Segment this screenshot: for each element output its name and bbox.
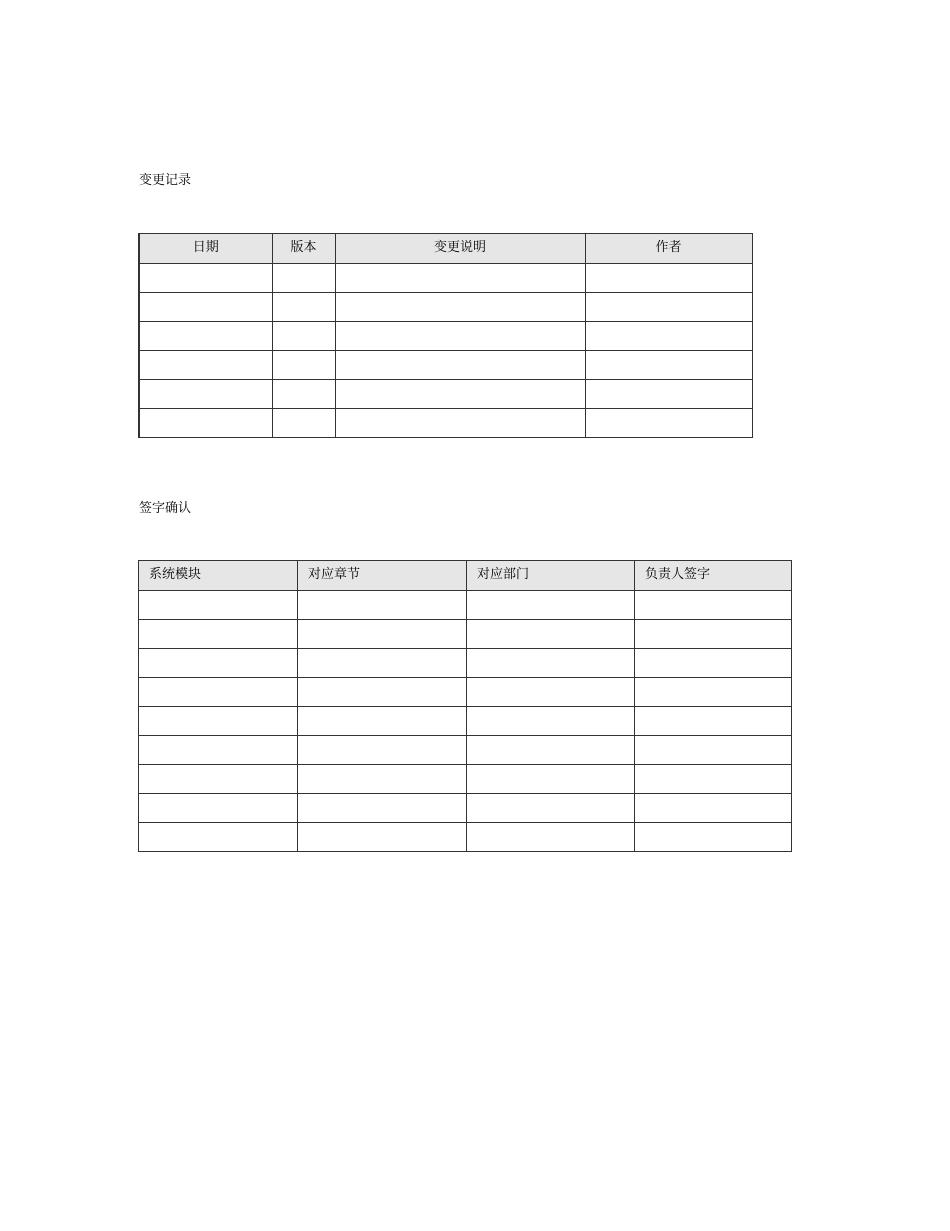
description-cell[interactable] — [335, 264, 585, 293]
module-cell[interactable] — [139, 823, 298, 852]
signature-cell[interactable] — [635, 707, 792, 736]
table-row — [139, 736, 792, 765]
author-cell[interactable] — [585, 351, 752, 380]
table-row — [139, 794, 792, 823]
chapter-cell[interactable] — [298, 678, 467, 707]
table-row — [139, 707, 792, 736]
change-record-header-row — [139, 234, 752, 264]
chapter-cell[interactable] — [298, 736, 467, 765]
signature-cell[interactable] — [635, 620, 792, 649]
signature-cell[interactable] — [635, 736, 792, 765]
signature-cell[interactable] — [635, 678, 792, 707]
sign-confirm-table — [138, 560, 792, 852]
date-cell[interactable] — [139, 409, 272, 438]
signature-cell[interactable] — [635, 591, 792, 620]
description-cell[interactable] — [335, 322, 585, 351]
version-cell[interactable] — [272, 264, 335, 293]
signature-cell[interactable] — [635, 823, 792, 852]
author-cell[interactable] — [585, 322, 752, 351]
department-cell[interactable] — [467, 591, 635, 620]
change-record-table — [138, 233, 753, 438]
version-cell[interactable] — [272, 293, 335, 322]
module-cell[interactable] — [139, 736, 298, 765]
table-row — [139, 620, 792, 649]
version-cell[interactable] — [272, 380, 335, 409]
table-row — [139, 380, 752, 409]
table-row — [139, 649, 792, 678]
column-header-version: 版本 — [272, 234, 335, 264]
module-cell[interactable] — [139, 649, 298, 678]
sign-confirm-header-row — [139, 561, 792, 591]
version-cell[interactable] — [272, 409, 335, 438]
column-header-description: 变更说明 — [335, 234, 585, 264]
module-cell[interactable] — [139, 707, 298, 736]
department-cell[interactable] — [467, 678, 635, 707]
column-header-module: 系统模块 — [139, 561, 298, 591]
column-header-author: 作者 — [585, 234, 752, 264]
signature-cell[interactable] — [635, 765, 792, 794]
column-header-department: 对应部门 — [467, 561, 635, 591]
chapter-cell[interactable] — [298, 649, 467, 678]
column-header-chapter: 对应章节 — [298, 561, 467, 591]
signature-cell[interactable] — [635, 794, 792, 823]
author-cell[interactable] — [585, 264, 752, 293]
version-cell[interactable] — [272, 322, 335, 351]
chapter-cell[interactable] — [298, 794, 467, 823]
table-row — [139, 678, 792, 707]
department-cell[interactable] — [467, 707, 635, 736]
module-cell[interactable] — [139, 620, 298, 649]
module-cell[interactable] — [139, 794, 298, 823]
version-cell[interactable] — [272, 351, 335, 380]
sign-confirm-title: 签字确认 — [139, 501, 192, 516]
date-cell[interactable] — [139, 264, 272, 293]
date-cell[interactable] — [139, 351, 272, 380]
author-cell[interactable] — [585, 293, 752, 322]
department-cell[interactable] — [467, 649, 635, 678]
department-cell[interactable] — [467, 736, 635, 765]
date-cell[interactable] — [139, 322, 272, 351]
date-cell[interactable] — [139, 293, 272, 322]
table-row — [139, 293, 752, 322]
department-cell[interactable] — [467, 765, 635, 794]
description-cell[interactable] — [335, 293, 585, 322]
module-cell[interactable] — [139, 591, 298, 620]
table-row — [139, 591, 792, 620]
table-row — [139, 823, 792, 852]
department-cell[interactable] — [467, 823, 635, 852]
signature-cell[interactable] — [635, 649, 792, 678]
department-cell[interactable] — [467, 794, 635, 823]
chapter-cell[interactable] — [298, 707, 467, 736]
chapter-cell[interactable] — [298, 765, 467, 794]
column-header-signature: 负责人签字 — [635, 561, 792, 591]
table-row — [139, 264, 752, 293]
chapter-cell[interactable] — [298, 591, 467, 620]
table-row — [139, 322, 752, 351]
module-cell[interactable] — [139, 765, 298, 794]
chapter-cell[interactable] — [298, 620, 467, 649]
module-cell[interactable] — [139, 678, 298, 707]
table-row — [139, 409, 752, 438]
table-row — [139, 351, 752, 380]
description-cell[interactable] — [335, 351, 585, 380]
description-cell[interactable] — [335, 409, 585, 438]
description-cell[interactable] — [335, 380, 585, 409]
author-cell[interactable] — [585, 409, 752, 438]
department-cell[interactable] — [467, 620, 635, 649]
change-record-title: 变更记录 — [139, 173, 192, 188]
column-header-date: 日期 — [139, 234, 272, 264]
chapter-cell[interactable] — [298, 823, 467, 852]
table-row — [139, 765, 792, 794]
date-cell[interactable] — [139, 380, 272, 409]
author-cell[interactable] — [585, 380, 752, 409]
